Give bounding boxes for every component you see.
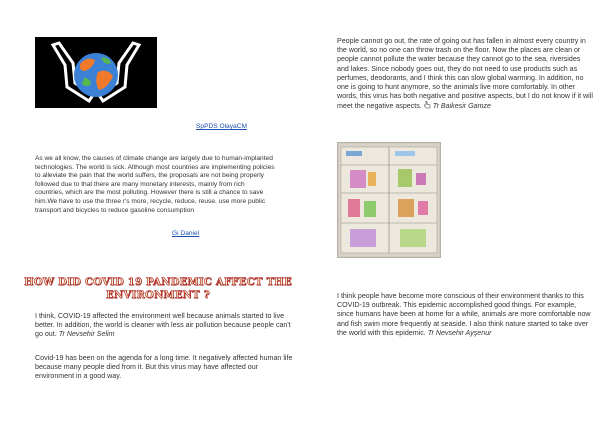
answer-two: Covid-19 has been on the agenda for a long time. It negatively affected human life because many people died from it. But this virus may have affected our environment in a good way. xyxy=(35,354,293,381)
child-drawing-image xyxy=(337,142,441,258)
hand-cursor-icon xyxy=(424,101,431,109)
paragraph-author-link[interactable]: Gi Daniel xyxy=(172,230,200,237)
right-top-paragraph: People cannot go out, the rate of going out has fallen in almost every country in the world, so no one can throw trash on the floor. Now the places are clean or people cannot pollute the water because they cannot go to the sea, riversides and lakes. Since nobody goes out, they do not need to use products such as perfumes, deodorants, and I think this can slow global warming. In addition, no one is going to hunt anymore, so the animals live more comfortably. In other words, this virus has both negative and positive aspects, but I do not know if it will meet the negative aspects. Tr Baikesir Gamze xyxy=(337,37,593,111)
right-top-author: Tr Baikesir Gamze xyxy=(432,102,491,111)
right-bottom-paragraph: I think people have become more conscious of their environment thanks to this COVID-19 outbreak. This epidemic accomplished good things. For example, since humans have been at home for a while, animals are more comfortable now and fish swim more frequently at seaside. I also think nature started to take over the world with this epidemic. Tr Nevsehir Ayşenur xyxy=(337,292,591,337)
answer-one-author: Tr Nevsehir Selim xyxy=(58,330,115,339)
right-bottom-author: Tr Nevsehir Ayşenur xyxy=(427,328,492,337)
answer-one: I think, COVID-19 affected the environment well because animals started to live better. In addition, the world is cleaner with less air pollution because people can't go out. Tr Nevsehir Selim xyxy=(35,312,291,339)
article-heading: HOW DID COVID 19 PANDEMIC AFFECT THE ENVIRONMENT ? xyxy=(24,277,292,301)
earth-in-hands-icon xyxy=(35,37,157,108)
climate-paragraph: As we all know, the causes of climate change are largely due to human-implanted technologies. The world is sick. Although most countries are implementing policies to alleviate the pain that the world suffers, the proposals are not being properly followed due to that there are many monetary interests, mainly from rich countries, which are the most polluting. However there is still a chance to save him.We have to use the three r's more, recycle, reduce, reuse. use more public transport and bicycles to reduce gasoline consumption xyxy=(35,155,275,214)
logo-handle[interactable]: SpPDS OlayaCM xyxy=(196,123,247,130)
